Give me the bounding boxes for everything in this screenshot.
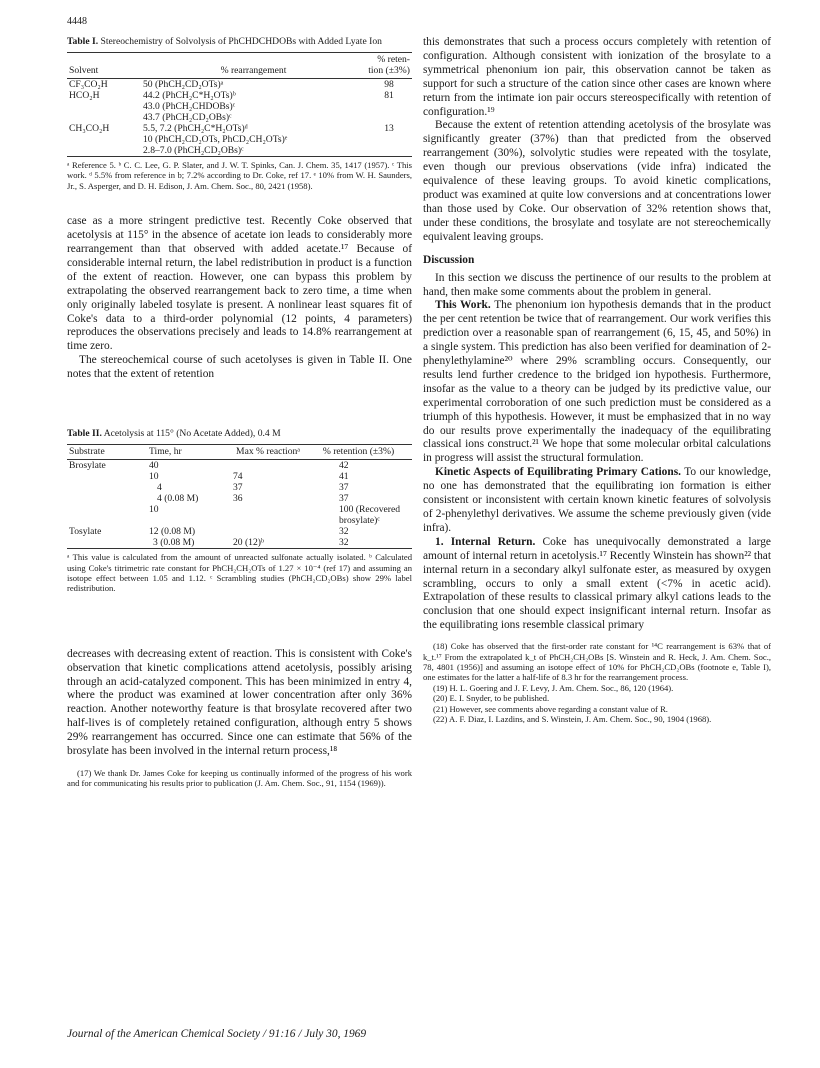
table2-cell: 37	[339, 493, 349, 505]
discussion-heading: Discussion	[423, 253, 475, 266]
table-row	[67, 145, 412, 157]
table1-cell	[67, 112, 141, 123]
table2-header-reaction: Max % reactionᵃ	[236, 446, 300, 458]
footnote-22: (22) A. F. Diaz, I. Lazdins, and S. Winstein, J. Am. Chem. Soc., 90, 1904 (1968).	[433, 714, 712, 724]
left-paragraph-3: decreases with decreasing extent of reaction. This is consistent with Coke's observation that kinetic complications attend acetolysis, possibly arising through an acid-catalyzed component. This has been minimized in entry 4, where the product was examined at lower concentration after only 36% reaction. Another noteworthy feature is that brosylate recovered after two half-lives is of completely retained configuration, although entry 5 shows 29% rearrangement has occurred. Since one can estimate that 56% of the brosylate has been involved in the internal return process,¹⁸	[67, 647, 412, 758]
table1-cell: 50 (PhCH₂CD₂OTs)ᵃ	[143, 79, 224, 90]
footnote-20: (20) E. I. Snyder, to be published.	[433, 693, 550, 704]
table2-cell: Brosylate	[69, 460, 106, 472]
kinetic-aspects-label: Kinetic Aspects of Equilibrating Primary Cations.	[435, 466, 681, 479]
table1-label: Table I.	[67, 36, 99, 47]
table2-cell: 3 (0.08 M)	[153, 537, 195, 549]
right-paragraph-4	[423, 299, 771, 466]
table1-cell	[366, 112, 412, 123]
left-paragraph-1: case as a more stringent predictive test. Recently Coke observed that acetolysis at 115° in the absence of acetate ion leads to considerably more rearrangement than that observed with added acetate.¹⁷ Because of considerable internal return, the label redistribution in product is a function of the extent of reaction. However, one can bypass this problem by extrapolating the observed rearrangement back to zero time, a time when only originally labeled tosylate is present. A nonlinear least squares fit of Coke's data to a third-order polynomial (12 points, 4 parameters) reproduces the observations precisely and leads to 14.8% rearrangement at time zero.	[67, 215, 412, 353]
table1-cell	[67, 145, 141, 157]
right-paragraph-5	[423, 466, 771, 536]
table1-header-retention: % reten- tion (±3%)	[368, 54, 410, 76]
table2-body	[67, 460, 412, 549]
this-work-label: This Work.	[435, 299, 491, 312]
footnote-21: (21) However, see comments above regarding a constant value of R.	[433, 703, 668, 714]
table2-label: Table II.	[67, 428, 102, 440]
table1-cell: 43.0 (PhCH₂CHDOBs)ᶜ	[143, 101, 236, 112]
table-row	[67, 471, 412, 482]
table-row	[67, 134, 412, 145]
table2-cell: 40	[149, 460, 159, 472]
kinetic-aspects-text: To our knowledge, no one has demonstrated that the equilibrating ion formation is either consistent or inconsistent with certain known kinetic features of solvolysis of 2-phenylethyl derivatives. We assume the scheme previously given (vide infra).	[423, 466, 771, 534]
table1-cell: 81	[384, 90, 394, 101]
table1-cell	[67, 134, 141, 145]
table1-cell	[366, 101, 412, 112]
table2-cell: 42	[339, 460, 349, 472]
table2-cell: 37	[339, 482, 349, 494]
table1-cell: 5.5, 7.2 (PhCH₂C*H₂OTs)ᵈ	[143, 123, 248, 134]
internal-return-label: 1. Internal Return.	[435, 535, 536, 548]
table2-cell	[231, 504, 305, 526]
right-paragraph-3: In this section we discuss the pertinence of our results to the problem at hand, then make some comments about the problem in general.	[423, 271, 771, 298]
table1-cell: HCO₂H	[69, 90, 100, 101]
right-paragraph-6	[423, 536, 771, 633]
table1-cell: 98	[384, 79, 394, 90]
table2-footnote: ᵃ This value is calculated from the amount of unreacted sulfonate actually isolated. ᵇ Calculated using Coke's titrimetric rate constant for PhCH₂CH₂OTs of 1.27 × 10⁻⁴ (ref 17) and assuming an isotope effect between 1.05 and 1.12. ᶜ Scrambling studies (PhCH₂CD₂OBs) show 29% label redistribution.	[67, 552, 412, 594]
table1-cell	[67, 101, 141, 112]
table1-footnote: ᵃ Reference 5. ᵇ C. C. Lee, G. P. Slater, and J. W. T. Spinks, Can. J. Chem. 35, 1417 (1957). ᶜ This work. ᵈ 5.5% from reference in b; 7.2% according to Dr. Coke, ref 17. ᵉ 10% from W. H. Saunders, Jr., S. Asperger, and D. H. Edison, J. Am. Chem. Soc., 80, 2421 (1958).	[67, 160, 412, 191]
table2-cell	[67, 504, 147, 526]
table1-cell: CF₃CO₂H	[69, 79, 108, 90]
table2-header-retention: % retention (±3%)	[322, 446, 395, 458]
left-paragraph-2: The stereochemical course of such acetolyses is given in Table II. One notes that the extent of retention	[67, 354, 412, 381]
table1-caption	[67, 36, 412, 48]
table2-cell: 32	[339, 526, 349, 538]
table-row	[67, 123, 412, 134]
table2-cell: 12 (0.08 M)	[149, 526, 196, 538]
table1-cell: 13	[384, 123, 394, 134]
table-row	[67, 526, 412, 537]
table2-cell: 10	[149, 504, 159, 516]
footnote-19: (19) H. L. Goering and J. F. Levy, J. Am. Chem. Soc., 86, 120 (1964).	[433, 682, 674, 693]
left-column	[67, 36, 412, 789]
this-work-text: The phenonium ion hypothesis demands that in the product the per cent retention be twice that of rearrangement. Our work verifies this prediction over a reasonable span of rearrangement (6, 15, 45, and 50%) in a single system. This prediction has also been verified for deamination of 2-phenylethylamine²⁰ where 29% scrambling occurs. Consequently, our results lend further credence to the bridged ion hypothesis. Furthermore, insofar as the value to a theory can be judged by its predictive value, our experimental corroboration of one such prediction must be considered as a triumph of this hypothesis. However, it must be emphasized that in no way do our results prove experimentally the inadequacy of the equilibrating classical ions construct.²¹ We hope that some molecular orbital calculations in progress will assist the structural formulation.	[423, 299, 771, 465]
table2-cell: 4 (0.08 M)	[157, 493, 199, 505]
internal-return-text: Coke has unequivocally demonstrated a large amount of internal return in acetolysis.¹⁷ Recently Winstein has shown²² that internal return in a secondary alkyl sulfonate ester, as measured by oxygen scrambling, occurs to only a small extent (<7% in acetic acid). Extrapolation of these results to classical primary alkyl cations leads to the conclusion that one should expect insignificant internal return. Insofar as the equilibrating ions resemble classical primary	[423, 535, 771, 632]
table2-cell: 41	[339, 471, 349, 483]
table2-cell: 36	[233, 493, 243, 505]
table2-caption	[67, 428, 412, 440]
table2-cell: 100 (Recovered brosylate)ᶜ	[339, 504, 401, 527]
table2-cell: 37	[233, 482, 243, 494]
table1-cell: CH₃CO₂H	[69, 123, 110, 134]
journal-footer: Journal of the American Chemical Society / 91:16 / July 30, 1969	[67, 1028, 367, 1040]
table-row	[67, 460, 412, 472]
table2-cell	[67, 471, 147, 482]
table2	[67, 444, 412, 549]
page-number: 4448	[67, 16, 87, 27]
table1-cell: 2.8–7.0 (PhCH₂CD₂OBs)ᶜ	[143, 145, 244, 156]
table2-cell	[67, 482, 147, 493]
table1-cell: 43.7 (PhCH₂CD₂OBs)ᶜ	[143, 112, 232, 123]
table2-cell	[67, 493, 147, 504]
table-row	[67, 90, 412, 101]
table1-cell: 44.2 (PhCH₂C*H₂OTs)ᵇ	[143, 90, 236, 101]
right-paragraph-1: this demonstrates that such a process occurs completely with retention of configuration. Although consistent with ionization of the brosylate to a symmetrical phenonium ion pair, this observation cannot be taken as support for such a structure of the cation since other cases are known where return from the intimate ion pair occurs stereospecifically with retention of configuration.¹⁹	[423, 36, 771, 118]
table2-cell: 74	[233, 471, 243, 483]
table2-cell	[231, 460, 305, 472]
table-row	[67, 504, 412, 526]
table1-cell	[366, 145, 412, 157]
table-row	[67, 79, 412, 91]
table1-header-rearrangement: % rearrangement	[220, 65, 287, 76]
table-row	[67, 101, 412, 112]
table2-cell: 20 (12)ᵇ	[233, 537, 264, 549]
right-footnotes	[423, 641, 771, 724]
table1-header-solvent: Solvent	[69, 65, 99, 76]
footnote-17: (17) We thank Dr. James Coke for keeping us continually informed of the progress of his work and for communicating his results prior to publication (J. Am. Chem. Soc., 91, 1154 (1969)).	[67, 767, 412, 789]
table1-body	[67, 79, 412, 157]
table1-title: Stereochemistry of Solvolysis of PhCHDCHDOBs with Added Lyate Ion	[100, 36, 382, 47]
right-column	[423, 36, 771, 724]
table2-cell	[231, 526, 305, 537]
table1-cell	[366, 134, 412, 145]
table2-cell	[67, 537, 147, 549]
table1	[67, 52, 412, 157]
table-row	[67, 537, 412, 549]
table-row	[67, 112, 412, 123]
table2-title: Acetolysis at 115° (No Acetate Added), 0.4 M	[103, 428, 281, 440]
table-row	[67, 482, 412, 493]
table-row	[67, 493, 412, 504]
table1-cell: 10 (PhCH₂CD₂OTs, PhCD₂CH₂OTs)ᵉ	[143, 134, 288, 145]
table2-cell: Tosylate	[69, 526, 102, 538]
table2-cell: 4	[157, 482, 162, 494]
table2-header-substrate: Substrate	[69, 446, 105, 458]
table2-header-time: Time, hr	[149, 446, 182, 458]
right-paragraph-2: Because the extent of retention attending acetolysis of the brosylate was significantly greater (37%) than that predicted from the observed rearrangement (30%), solvolytic studies were repeated with the tosylate, even though our previous observations (vide infra) indicated the equivalence of these leaving groups. To avoid kinetic complications, product was examined at quite low conversions and at concentrations lower than those used by Coke. Our observation of 32% retention shows that, under these conditions, the brosylate and tosylate are not stereochemically equivalent leaving groups.	[423, 119, 771, 243]
table2-cell: 10	[149, 471, 159, 483]
footnote-18: (18) Coke has observed that the first-order rate constant for ¹⁴C rearrangement is 63% that of k_t.¹⁷ From the extrapolated k_t of PhCH₂CH₂OBs [S. Winstein and R. Heck, J. Am. Chem. Soc., 78, 4801 (1956)] and assuming an isotope effect of 10% for PhCH₂CD₂OBs (footnote e, Table I), one estimates for the latter a half-life of 8.3 hr for the rearrangement process.	[423, 641, 771, 683]
table2-cell: 32	[339, 537, 349, 549]
